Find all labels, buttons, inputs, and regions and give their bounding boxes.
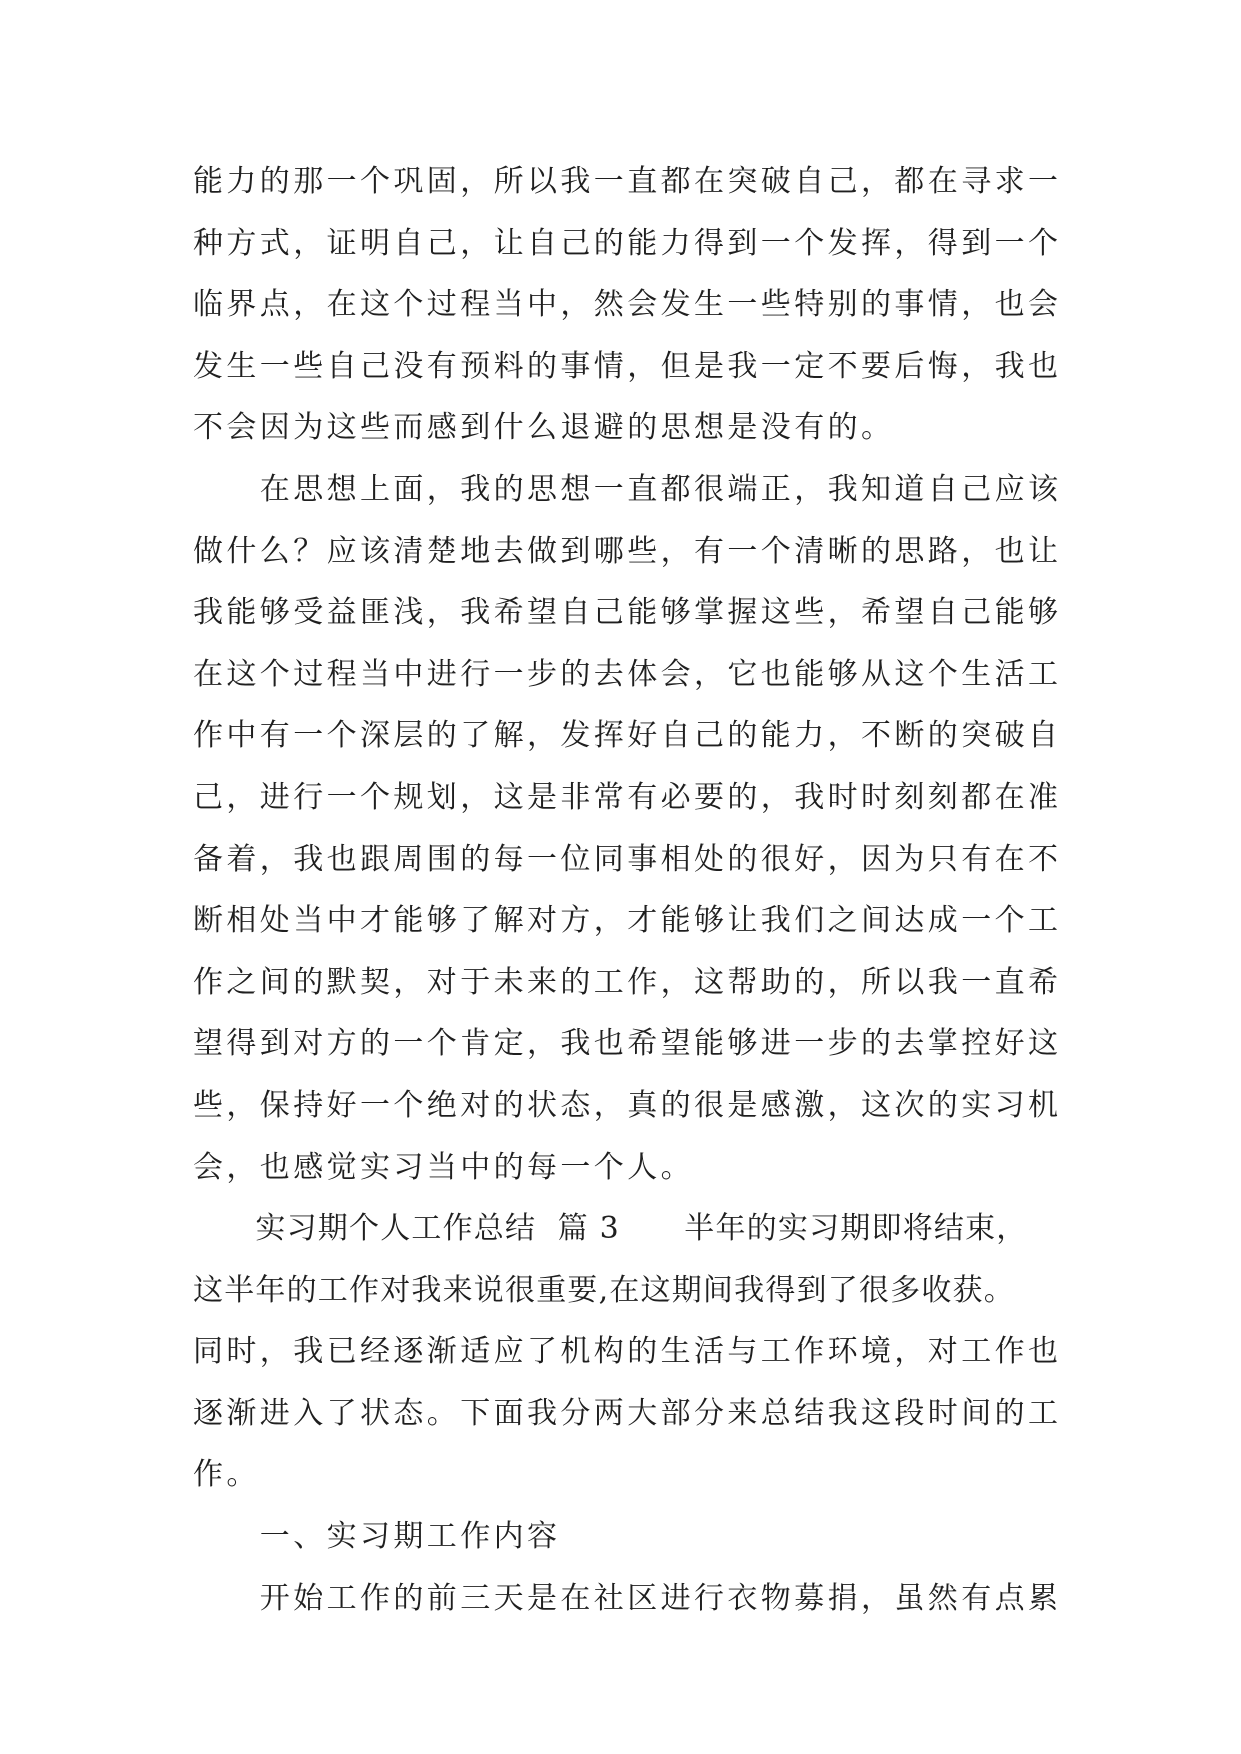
text-line: 不会因为这些而感到什么退避的思想是没有的。 (193, 410, 895, 446)
text-line: 发生一些自己没有预料的事情，但是我一定不要后悔，我也 (193, 348, 1062, 384)
text-line: 作中有一个深层的了解，发挥好自己的能力，不断的突破自 (193, 718, 1062, 754)
text-line: 临界点，在这个过程当中，然会发生一些特别的事情，也会 (193, 287, 1062, 323)
text-line: 开始工作的前三天是在社区进行衣物募捐，虽然有点累 (193, 1580, 1062, 1616)
text-line: 会，也感觉实习当中的每一个人。 (193, 1149, 694, 1185)
subheading-line: 一、实习期工作内容 (193, 1519, 561, 1555)
text-line: 在思想上面，我的思想一直都很端正，我知道自己应该 (193, 471, 1062, 507)
text-line: 己，进行一个规划，这是非常有必要的，我时时刻刻都在准 (193, 779, 1062, 815)
text-line: 做什么？应该清楚地去做到哪些，有一个清晰的思路，也让 (193, 533, 1062, 569)
text-line: 作之间的默契，对于未来的工作，这帮助的，所以我一直希 (193, 964, 1062, 1000)
text-line: 逐渐进入了状态。下面我分两大部分来总结我这段时间的工 (193, 1395, 1062, 1431)
text-line: 我能够受益匪浅，我希望自己能够掌握这些，希望自己能够 (193, 595, 1062, 631)
text-line: 望得到对方的一个肯定，我也希望能够进一步的去掌控好这 (193, 1026, 1062, 1062)
text-line: 作。 (193, 1457, 260, 1493)
text-line: 断相处当中才能够了解对方，才能够让我们之间达成一个工 (193, 903, 1062, 939)
section-heading-line: 实习期个人工作总结 篇 3 半年的实习期即将结束， (193, 1211, 1028, 1247)
text-line: 这半年的工作对我来说很重要,在这期间我得到了很多收获。 (193, 1272, 1015, 1308)
body-text (193, 151, 1062, 1629)
text-line: 在这个过程当中进行一步的去体会，它也能够从这个生活工 (193, 656, 1062, 692)
text-line: 能力的那一个巩固，所以我一直都在突破自己，都在寻求一 (193, 164, 1062, 199)
text-line: 些，保持好一个绝对的状态，真的很是感激，这次的实习机 (193, 1087, 1062, 1123)
text-line: 种方式，证明自己，让自己的能力得到一个发挥，得到一个 (193, 225, 1062, 261)
text-line: 备着，我也跟周围的每一位同事相处的很好，因为只有在不 (193, 841, 1062, 877)
text-line: 同时，我已经逐渐适应了机构的生活与工作环境，对工作也 (193, 1334, 1062, 1370)
